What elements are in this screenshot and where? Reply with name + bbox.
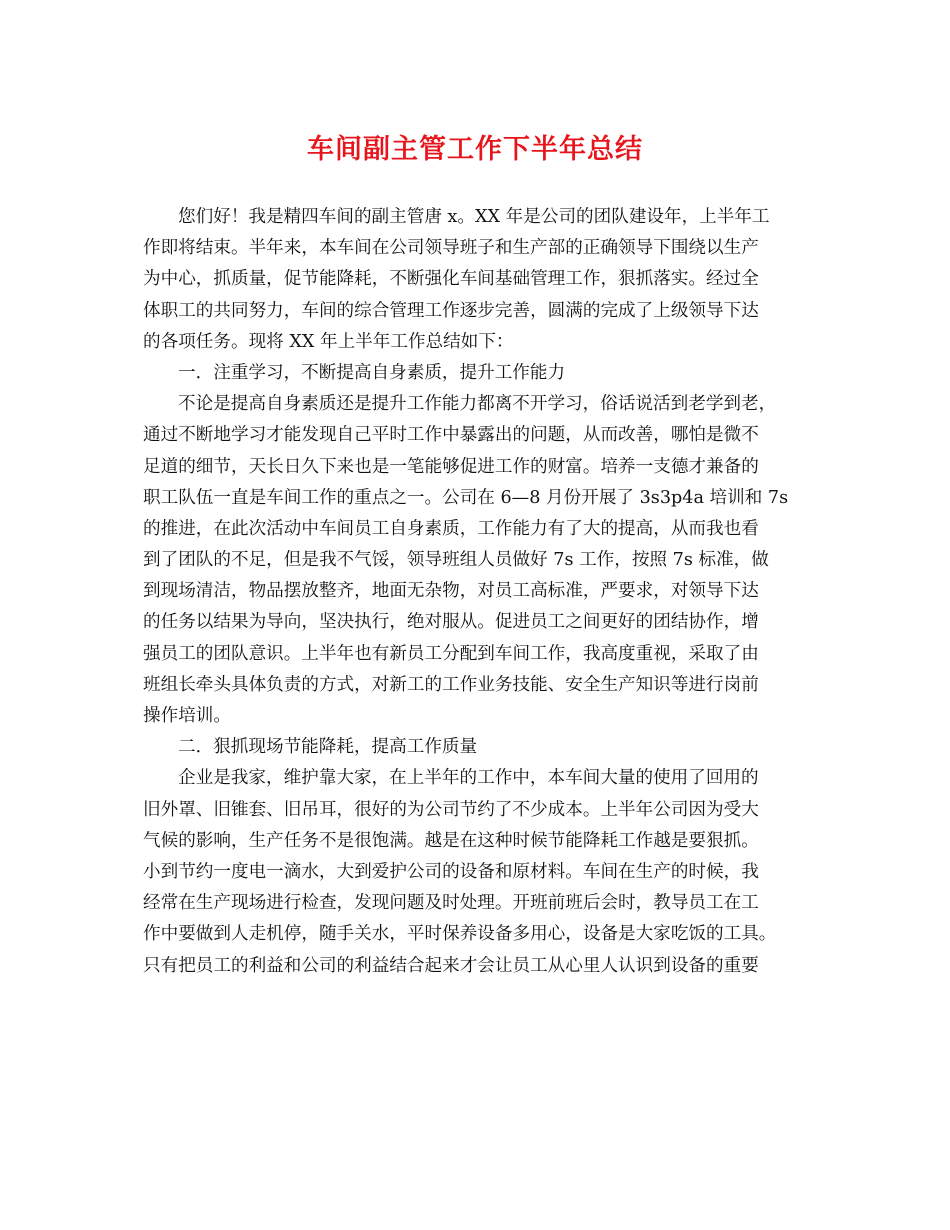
text-line: 作即将结束。半年来，本车间在公司领导班子和生产部的正确领导下围绕以生产 [143, 238, 759, 259]
text-line: 操作培训。 [143, 706, 231, 726]
text-line: 强员工的团队意识。上半年也有新员工分配到车间工作，我高度重视，采取了由 [143, 643, 759, 664]
text-line: 气候的影响，生产任务不是很饱满。越是在这种时候节能降耗工作越是要狠抓。 [143, 830, 759, 851]
text-line: 一．注重学习，不断提高自身素质，提升工作能力 [178, 362, 566, 383]
text-line: 小到节约一度电一滴水，大到爱护公司的设备和原材料。车间在生产的时候，我 [143, 861, 759, 882]
text-line: 到现场清洁，物品摆放整齐，地面无杂物，对员工高标准，严要求，对领导下达 [143, 581, 759, 602]
text-line: 的推进，在此次活动中车间员工自身素质，工作能力有了大的提高，从而我也看 [143, 518, 759, 539]
text-line: 的各项任务。现将 XX 年上半年工作总结如下： [143, 331, 514, 352]
text-line: 您们好！我是精四车间的副主管唐 x。XX 年是公司的团队建设年，上半年工 [178, 207, 770, 227]
text-line: 经常在生产现场进行检查，发现问题及时处理。开班前班后会时，教导员工在工 [143, 893, 759, 914]
document-body [143, 202, 808, 982]
text-line: 职工队伍一直是车间工作的重点之一。公司在 6—8 月份开展了 3s3p4a 培训和 7s [143, 487, 789, 508]
text-line: 旧外罩、旧锥套、旧吊耳，很好的为公司节约了不少成本。上半年公司因为受大 [143, 799, 759, 820]
text-line: 企业是我家，维护靠大家，在上半年的工作中，本车间大量的使用了回用的 [178, 768, 759, 789]
text-line: 只有把员工的利益和公司的利益结合起来才会让员工从心里人认识到设备的重要 [143, 955, 759, 976]
text-line: 作中要做到人走机停，随手关水，平时保养设备多用心，设备是大家吃饭的工具。 [143, 924, 777, 945]
text-line: 体职工的共同努力，车间的综合管理工作逐步完善，圆满的完成了上级领导下达 [143, 300, 759, 321]
text-line: 不论是提高自身素质还是提升工作能力都离不开学习，俗话说活到老学到老， [178, 394, 777, 415]
text-line: 为中心，抓质量，促节能降耗，不断强化车间基础管理工作，狠抓落实。经过全 [143, 269, 759, 290]
document-title: 车间副主管工作下半年总结 [307, 134, 643, 165]
text-line: 班组长牵头具体负责的方式，对新工的工作业务技能、安全生产知识等进行岗前 [143, 674, 759, 695]
text-line: 足道的细节，天长日久下来也是一笔能够促进工作的财富。培养一支德才兼备的 [143, 456, 759, 477]
text-line: 的任务以结果为导向，坚决执行，绝对服从。促进员工之间更好的团结协作，增 [143, 612, 759, 633]
text-line: 通过不断地学习才能发现自己平时工作中暴露出的问题，从而改善，哪怕是微不 [143, 425, 759, 446]
text-line: 到了团队的不足，但是我不气馁，领导班组人员做好 7s 工作，按照 7s 标准，做 [143, 550, 769, 571]
text-line: 二．狠抓现场节能降耗，提高工作质量 [178, 737, 478, 758]
